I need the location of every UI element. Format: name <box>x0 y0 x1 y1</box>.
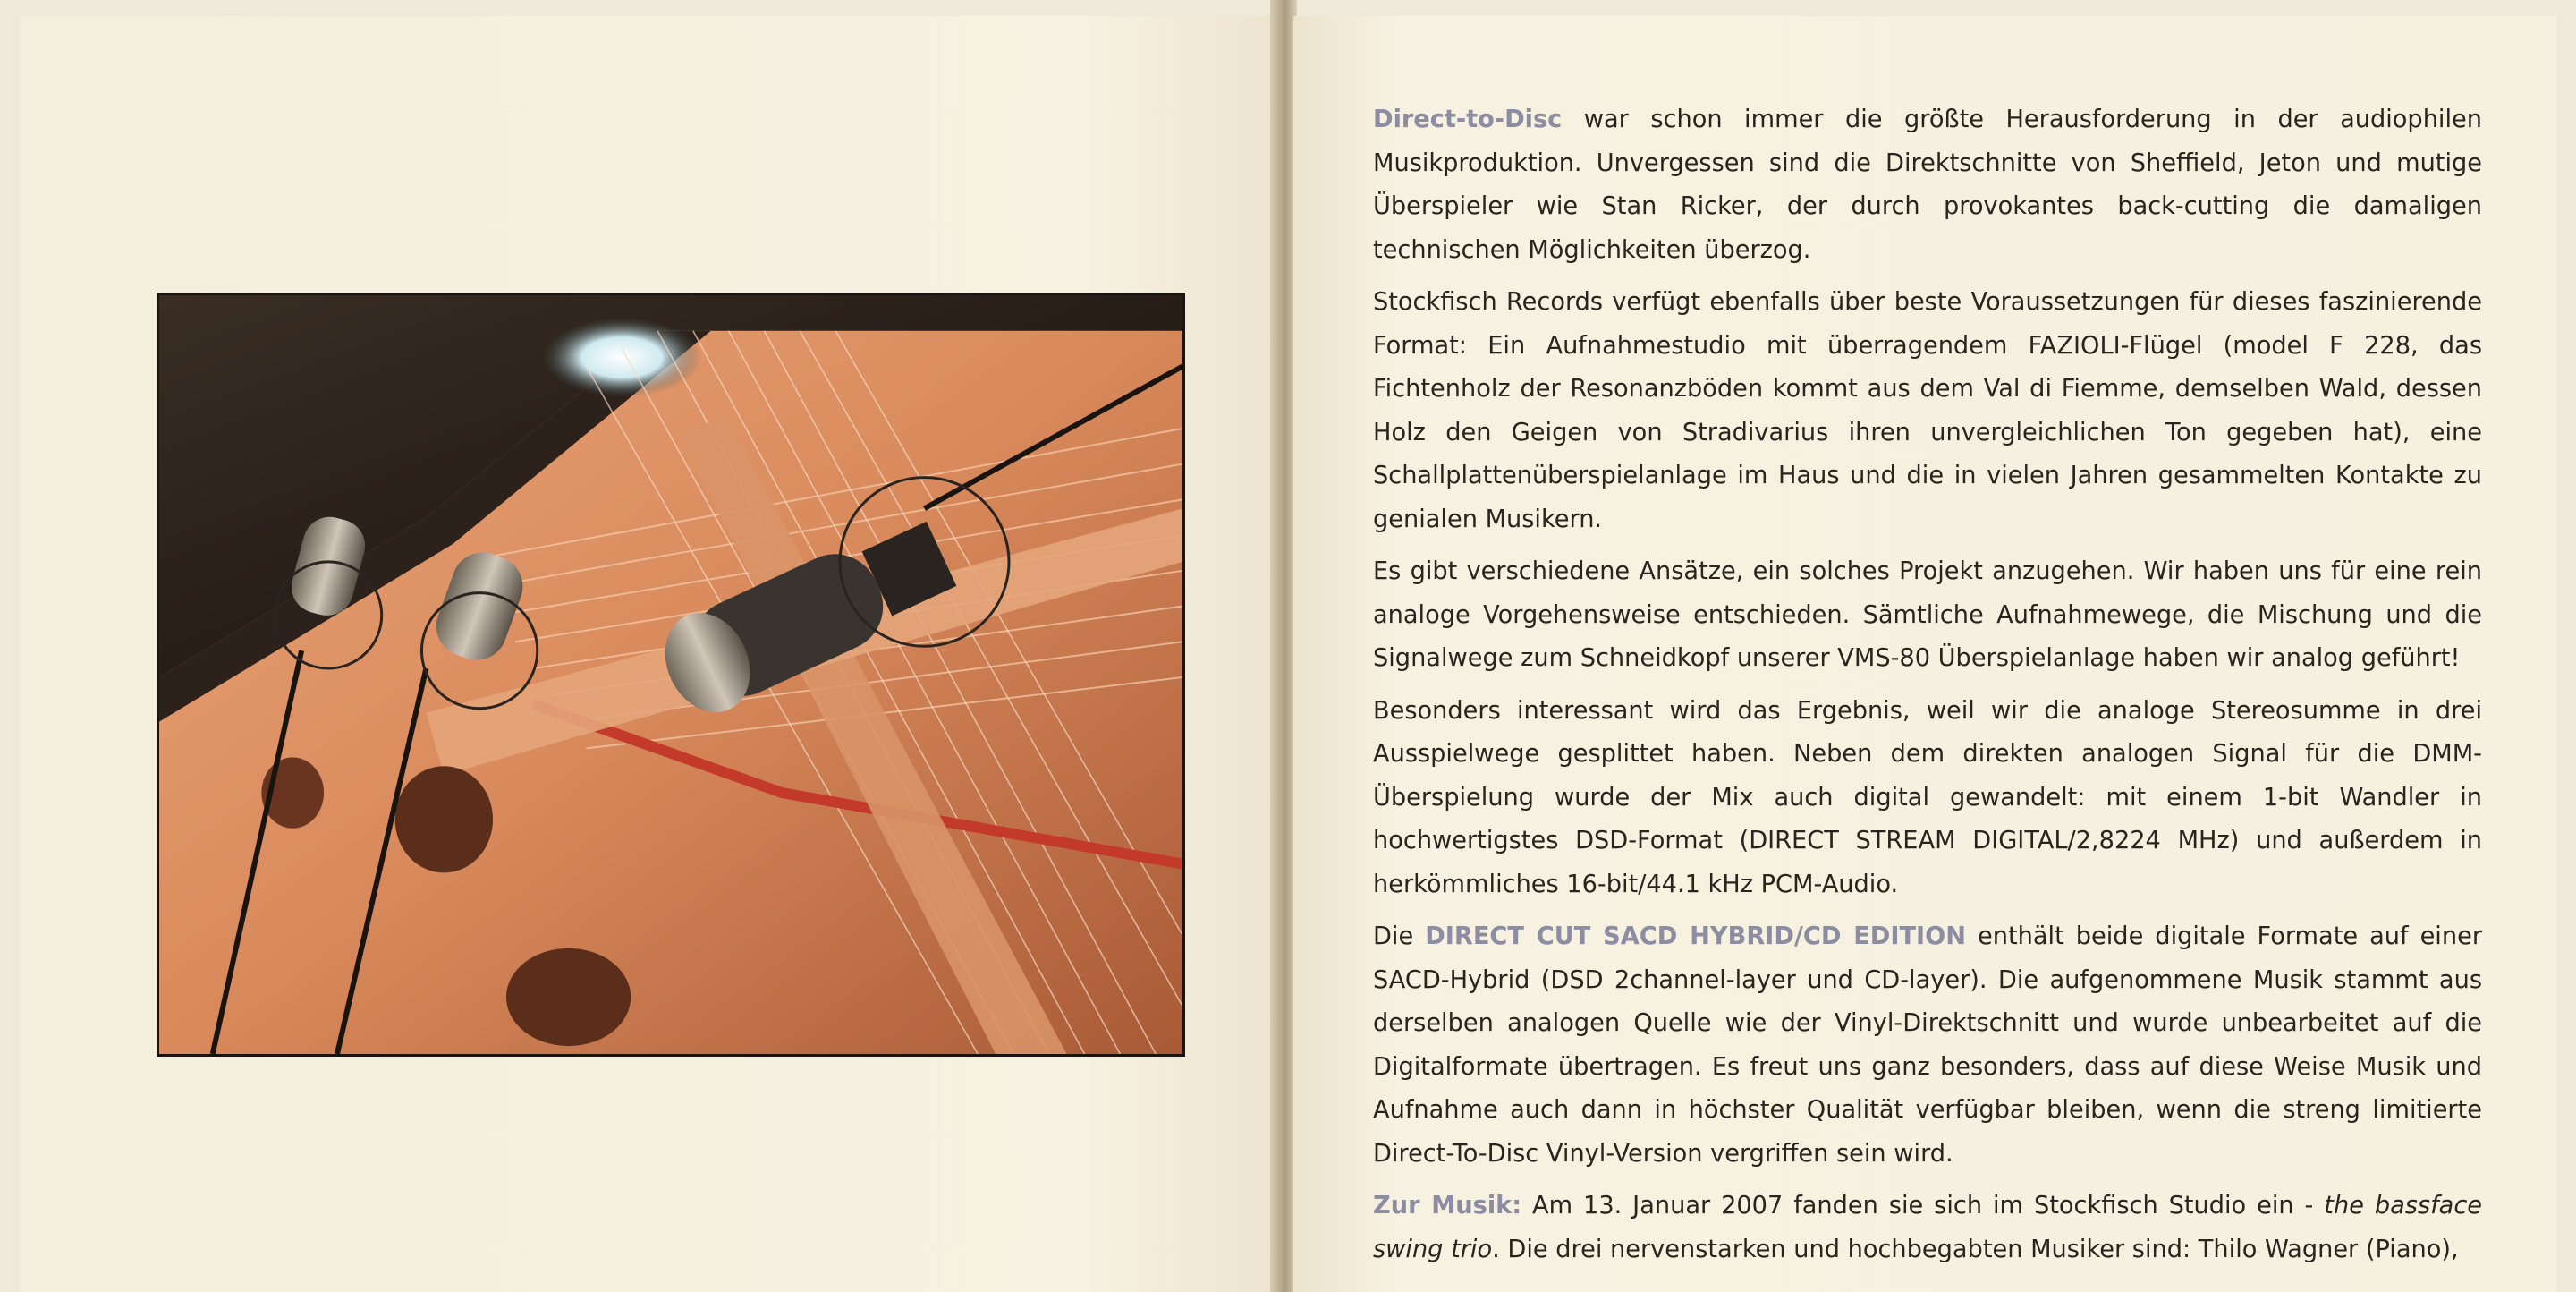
paragraph-text: . Die drei nervenstarken und hochbegabten Musiker sind: Thilo Wagner (Piano), <box>1492 1235 2459 1263</box>
paragraph-ansaetze <box>1373 550 2482 681</box>
paragraph-text: Die <box>1373 922 1426 950</box>
paragraph-zur-musik <box>1373 1185 2482 1271</box>
band-name: the bassface swing trio <box>1373 1192 2482 1263</box>
paragraph-text: war schon immer die größte Herausforderung in der audiophilen Musikproduktion. Unvergessen sind die Direktschnitte von Sheffield, Jeton und mutige Überspieler wie Stan Ricker, der durch provokantes back-cutting die damaligen technischen Möglichkeiten überzog. <box>1373 106 2482 264</box>
paragraph-ergebnis <box>1373 690 2482 907</box>
highlight-direct-cut: DIRECT CUT SACD HYBRID/CD EDITION <box>1425 922 1967 950</box>
paragraph-text: Es gibt verschiedene Ansätze, ein solches Projekt anzugehen. Wir haben uns für eine rein analoge Vorgehensweise entschieden. Sämtliche Aufnahmewege, die Mischung und die Signalwege zum Schneidkopf unserer VMS-80 Überspielanlage haben wir analog geführt! <box>1373 557 2482 672</box>
paragraph-text: Am 13. Januar 2007 fanden sie sich im Stockfisch Studio ein - <box>1521 1192 2325 1220</box>
left-page <box>20 16 1272 1292</box>
lead-zur-musik: Zur Musik: <box>1373 1192 1522 1220</box>
body-text <box>1373 98 2482 1280</box>
paragraph-text: Besonders interessant wird das Ergebnis, weil wir die analoge Stereosumme in drei Ausspielwege gesplittet haben. Neben dem direkten analogen Signal für die DMM-Überspielung wurde der Mix auch digital gewandelt: mit einem 1-bit Wandler in hochwertigstes DSD-Format (DIRECT STREAM DIGITAL/2,8224 MHz) und außerdem in herkömmliches 16-bit/44.1 kHz PCM-Audio. <box>1373 696 2482 898</box>
paragraph-sacd-edition <box>1373 915 2482 1176</box>
paragraph-text: Stockfisch Records verfügt ebenfalls über beste Voraussetzungen für dieses faszinierende Format: Ein Aufnahmestudio mit überragendem FAZIOLI-Flügel (model F 228, das Fichtenholz der Resonanzböden kommt aus dem Val di Fiemme, demselben Wald, dessen Holz den Geigen von Stradivarius ihren unvergleichlichen Ton gegeben hat), eine Schallplattenüberspielanlage im Haus und die in vielen Jahren gesammelten Kontakte zu genialen Musikern. <box>1373 288 2482 533</box>
paragraph-direct-to-disc <box>1373 98 2482 272</box>
paragraph-stockfisch <box>1373 281 2482 541</box>
paragraph-text: enthält beide digitale Formate auf einer SACD-Hybrid (DSD 2channel-layer und CD-layer). Die aufgenommene Musik stammt aus derselben analogen Quelle wie der Vinyl-Direktschnitt und wurde unbearbeitet auf die Digitalformate übertragen. Es freut uns ganz besonders, dass auf diese Weise Musik und Aufnahme auch dann in höchster Qualität verfügbar bleiben, wenn die streng limitierte Direct-To-Disc Vinyl-Version vergriffen sein wird. <box>1373 922 2482 1168</box>
grand-piano-microphones-photo <box>157 293 1185 1057</box>
lead-direct-to-disc: Direct-to-Disc <box>1373 106 1563 133</box>
